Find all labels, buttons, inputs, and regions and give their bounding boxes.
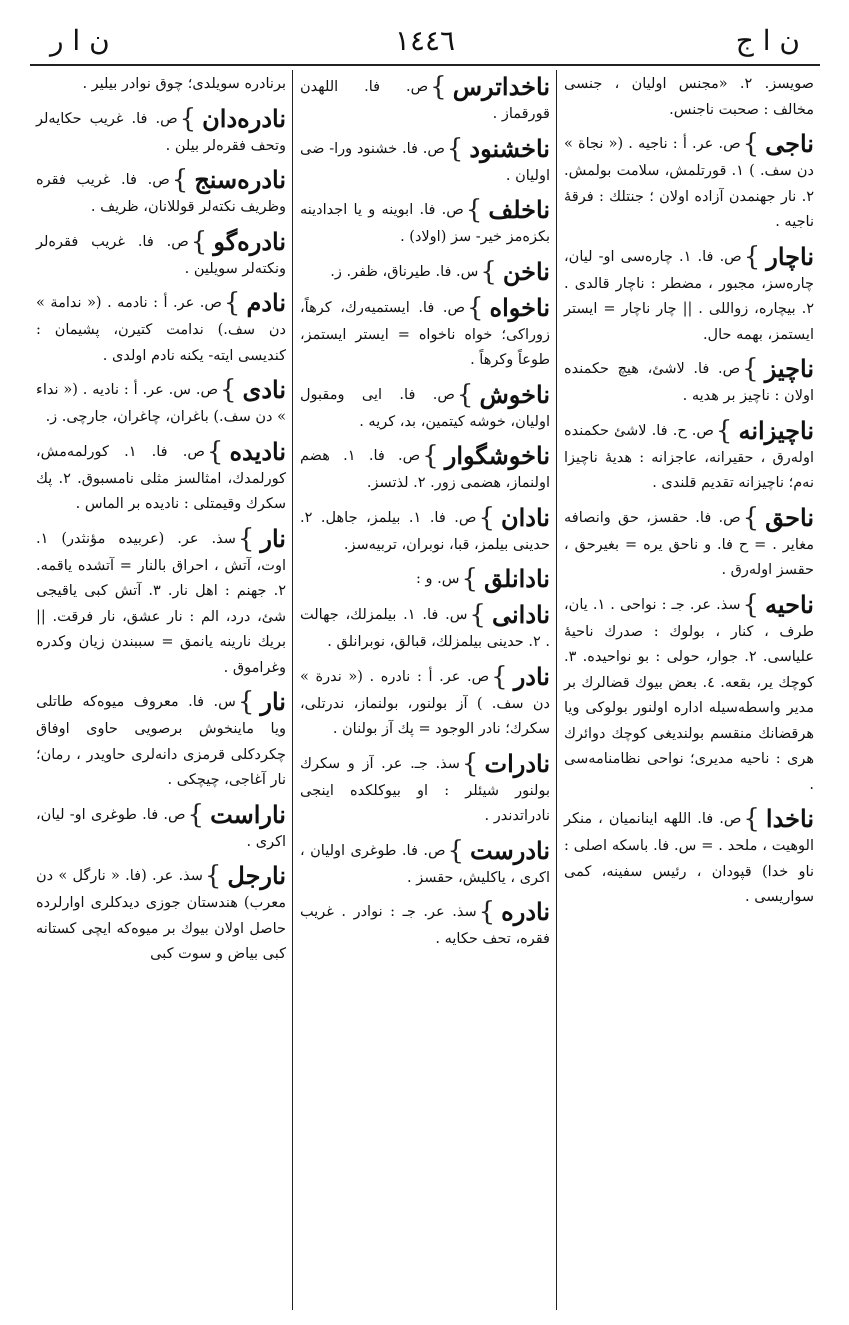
column-right <box>558 70 820 1310</box>
brace-mark: } <box>171 165 189 195</box>
dictionary-entry <box>300 564 550 594</box>
header-letters-right: ن ا ج <box>735 24 800 57</box>
brace-mark: } <box>742 354 759 384</box>
brace-mark: } <box>461 564 478 594</box>
entry-headword: ناچار <box>766 241 814 271</box>
brace-mark: } <box>223 288 241 318</box>
brace-mark: } <box>743 241 761 272</box>
entry-headword: ناخدا <box>765 804 814 833</box>
entry-definition: ص. عر. أ : نادره . (« ندرة » دن سف. ) آز بولنور، بولنماز، ندرتلى، سكرك؛ نادر الوجود = پك آز بولنان . <box>300 668 550 737</box>
entry-definition: س. فا. طيرناق، ظفر. ز. <box>330 263 479 280</box>
dictionary-entry <box>300 380 550 436</box>
brace-mark: } <box>447 835 465 866</box>
dictionary-entry <box>300 441 550 497</box>
entry-headword: ناچيز <box>764 354 814 383</box>
dictionary-entry <box>300 257 550 287</box>
dictionary-entry <box>36 800 286 856</box>
dictionary-entry <box>36 72 286 98</box>
entry-headword: ناخلف <box>488 195 550 224</box>
page-number: ١٤٤٦ <box>394 24 456 57</box>
dictionary-entry <box>564 503 814 584</box>
dictionary-entry <box>300 897 550 953</box>
dictionary-entry <box>564 804 814 911</box>
header-letters-left: ن ا ر <box>50 24 110 57</box>
entry-definition: ص. فا. خشنود ورا- ضى اوليان . <box>300 140 550 184</box>
entry-headword: نارجل <box>227 861 286 890</box>
brace-mark: } <box>461 748 479 779</box>
brace-mark: } <box>179 103 197 134</box>
entry-definition: ص. فا. غريب حكايه‌لر وتحف فقره‌لر بيلن . <box>36 110 286 154</box>
dictionary-entry <box>36 687 286 794</box>
brace-mark: } <box>422 441 439 471</box>
brace-mark: } <box>206 436 224 467</box>
entry-definition: ص. عر. أ : ناجيه . (« نجاة » دن سف. ) ١. قورتلمش، سلامت بولمش. ٢. نار جهنمدن آزاده اولان ؛ جنتلك : فرقهٔ ناجيه . <box>564 136 814 230</box>
entry-headword: ناخوشگوار <box>444 441 550 470</box>
entry-definition: س. فا. ١. بيلمزلك، جهالت . ٢. حدينى بيلمزلك، قبالق، نوبرانلق . <box>300 607 550 650</box>
entry-definition: ص. س. عر. أ : ناديه . (« نداء » دن سف.) باغران، چاغران، جارچى. ز. <box>36 382 286 425</box>
page-header <box>30 18 820 64</box>
entry-headword: ناخوش <box>479 379 550 409</box>
entry-headword: نادره‌گو <box>213 226 286 256</box>
entry-definition: ص. فا. ١. چاره‌سى او- ليان، چاره‌سز، مجبور ، مضطر : ناچار قالدى . ٢. بيچاره، زواللى . || چار ناچار = ايستر ايستمز، بهمه حال. <box>564 248 814 343</box>
entry-headword: ناچيزانه <box>738 415 814 445</box>
entry-definition: ص. فا. حقسز، حق وانصافه مغاير . = ح فا. و ناحق يره = بغيرحق ، حقسز اوله‌رق . <box>564 509 814 578</box>
entry-definition: ص. ح. فا. لاشئ حكمنده اوله‌رق ، حقيرانه، عاجزانه : هديهٔ ناچيزا نه‌م؛ ناچيزانه تقديم قلندى . <box>564 422 814 491</box>
dictionary-entry <box>300 836 550 892</box>
brace-mark: } <box>478 502 495 533</box>
brace-mark: } <box>430 72 447 102</box>
entry-definition: ص. عر. أ : نادمه . (« ندامة » دن سف.) ندامت كتيرن، پشيمان : كنديسى ايته- يكنه نادم اولدى . <box>36 295 286 364</box>
entry-headword: ناراست <box>210 799 286 829</box>
dictionary-entry <box>564 416 814 497</box>
dictionary-entry <box>300 662 550 743</box>
brace-mark: } <box>469 600 486 630</box>
entry-definition: ص. فا. ايى ومقبول اوليان، خوشه كيتمين، بد، كريه . <box>300 386 550 430</box>
entry-definition: صويسز. ٢. «مجنس اوليان ، جنسى مخالف : صحبت ناجنس. <box>564 76 814 118</box>
brace-mark: } <box>237 523 255 554</box>
dictionary-entry <box>36 437 286 518</box>
entry-definition: ص. فا. ١. هضم اولنماز، هضمى زور. ٢. لذتسز. <box>300 448 550 491</box>
columns <box>30 70 820 1310</box>
entry-headword: ناجى <box>765 129 814 158</box>
brace-mark: } <box>466 292 484 323</box>
entry-definition: ص. فا. لاشئ، هيچ حكمنده اولان : ناچيز بر هديه . <box>564 361 814 404</box>
entry-definition: ص. فا. طوغرى اوليان ، اكرى ، ياكليش، حقسز . <box>300 842 550 886</box>
dictionary-entry <box>36 165 286 221</box>
brace-mark: } <box>480 256 497 287</box>
entry-headword: نادره‌دان <box>202 103 286 133</box>
dictionary-entry <box>36 375 286 431</box>
brace-mark: } <box>219 375 237 405</box>
entry-headword: ناخواه <box>489 292 550 322</box>
brace-mark: } <box>743 804 760 834</box>
entry-definition: ص. فا. ١. كورلمه‌مش، كورلمدك، امثالسز مثلى نامسبوق. ٢. پك سكرك وقيمتلى : ناديده بر الماس . <box>36 443 286 512</box>
entry-definition: سذ. عر. جـ : نواحى . ١. يان، طرف ، كنار ، بولوك : صدرك ناحيهٔ علياسى. ٢. جوار، حولى : بو نواحيده. ٣. كوچك ير، بقعه. ٤. بعض بيوك قضالرك بر مدير واسطه‌سيله اداره اولنور بولوكى ويا هرقضانك منقسم بولنديغى كوچك دوائرك هرى : ناحيه مديرى؛ نواحى نظامنامه‌سى . <box>564 596 814 793</box>
entry-headword: ناخشنود <box>469 133 550 163</box>
brace-mark: } <box>190 226 208 257</box>
entry-definition: ص. فا. غريب فقره‌لر ونكته‌لر سويلين . <box>36 233 286 277</box>
brace-mark: } <box>491 661 508 692</box>
dictionary-entry <box>36 861 286 968</box>
entry-headword: نار <box>260 687 286 716</box>
column-divider <box>556 70 557 1310</box>
entry-headword: نادم <box>246 288 286 317</box>
dictionary-entry <box>300 503 550 559</box>
entry-definition: س. فا. معروف ميوه‌كه طاتلى ويا ماينخوش برصويى حاوى اوفاق چكردكلى قرمزى دانه‌لرى حاويدر ، رمان؛ نار آغاجى، چيچكى . <box>36 694 286 788</box>
entry-headword: نادانلق <box>484 564 550 593</box>
header-rule <box>30 64 820 66</box>
dictionary-entry <box>564 590 814 799</box>
dictionary-entry <box>564 129 814 236</box>
dictionary-entry <box>300 293 550 374</box>
dictionary-entry <box>564 242 814 349</box>
dictionary-entry <box>564 72 814 123</box>
dictionary-entry <box>36 227 286 283</box>
dictionary-entry <box>36 524 286 682</box>
brace-mark: } <box>204 861 222 891</box>
brace-mark: } <box>446 133 464 164</box>
entry-definition: سذ. عر. (فا. « نارگل » دن معرب) هندستان جوزى ديدكلرى اوارلرده حاصل اولان بيوك بر ميوه‌كه ايچى كستانه كبى بياض و سوت كبى <box>36 868 286 962</box>
entry-headword: نار <box>260 523 286 553</box>
entry-definition: ص. فا. اللهدن قورقماز . <box>300 79 550 122</box>
entry-headword: ناديده <box>229 436 286 466</box>
entry-headword: نادرست <box>470 835 550 865</box>
entry-definition: ص. فا. ايستميه‌رك، كرهاً، زوراكى؛ خواه ناخواه = ايستر ايستمز، طوعاً وكرهاً . <box>300 299 550 368</box>
brace-mark: } <box>715 415 733 446</box>
entry-headword: ناخن <box>502 256 550 286</box>
entry-headword: نادره‌سنج <box>194 165 286 194</box>
entry-headword: نادان <box>501 502 550 532</box>
dictionary-entry <box>300 72 550 128</box>
brace-mark: } <box>456 379 474 410</box>
brace-mark: } <box>465 195 483 225</box>
column-left <box>30 70 292 1310</box>
entry-headword: نادى <box>242 375 286 404</box>
dictionary-entry <box>300 195 550 251</box>
brace-mark: } <box>237 687 255 717</box>
entry-definition: ص. فا. ١. بيلمز، جاهل. ٢. حدينى بيلمز، قبا، نوبران، تربيه‌سز. <box>300 509 550 553</box>
column-middle <box>294 70 556 1310</box>
entry-definition: سذ. عر. جـ : نوادر . غريب فقره، تحف حكايه . <box>300 904 550 947</box>
brace-mark: } <box>742 502 760 533</box>
dictionary-entry <box>36 104 286 160</box>
brace-mark: } <box>187 799 205 830</box>
dictionary-entry <box>300 749 550 830</box>
entry-headword: نادره <box>501 897 550 926</box>
entry-definition: س. و : <box>416 571 460 587</box>
entry-definition: سذ. عر. (عربيده مؤنثدر) ١. اوت، آتش ، احراق بالنار = آتشده ياقمه. ٢. جهنم : اهل نار. ٣. آتش كبى ياقيجى شئ، درد، الم : نار عشق، نار فرقت. || بريك نارينه يانمق = سببندن زيان وكدره وغراموق . <box>36 530 287 676</box>
entry-definition: برنادره سويلدى؛ چوق نوادر بيلير . <box>82 76 286 92</box>
column-divider <box>292 70 293 1310</box>
dictionary-entry <box>300 600 550 656</box>
entry-definition: ص. فا. ابوينه و يا اجدادينه بكزه‌مز خير- سز (اولاد) . <box>300 202 550 245</box>
entry-definition: سذ. جـ. عر. آز و سكرك بولنور شيئلر : او بيوكلكده اينجى نادراتدندر . <box>300 755 550 824</box>
entry-headword: ناخداترس <box>452 72 550 101</box>
entry-definition: ص. فا. اللهه اينانميان ، منكر الوهيت ، ملحد . = س. فا. باسكه اصلى : ناو خدا) قپودان ، رئيس سفينه، كمى سواريسى . <box>564 811 814 905</box>
entry-definition: ص. فا. غريب فقره وظريف نكته‌لر قوللانان، ظريف . <box>36 172 286 215</box>
dictionary-entry <box>564 354 814 410</box>
brace-mark: } <box>478 897 496 927</box>
entry-headword: نادر <box>513 661 550 691</box>
brace-mark: } <box>742 129 760 159</box>
brace-mark: } <box>742 589 760 620</box>
entry-headword: ناحيه <box>765 589 814 619</box>
entry-headword: ناحق <box>765 502 814 532</box>
dictionary-entry <box>36 288 286 369</box>
entry-headword: نادانى <box>491 600 550 629</box>
dictionary-entry <box>300 134 550 190</box>
entry-headword: نادرات <box>484 748 550 778</box>
entry-definition: ص. فا. طوغرى او- ليان، اكرى . <box>36 806 286 850</box>
